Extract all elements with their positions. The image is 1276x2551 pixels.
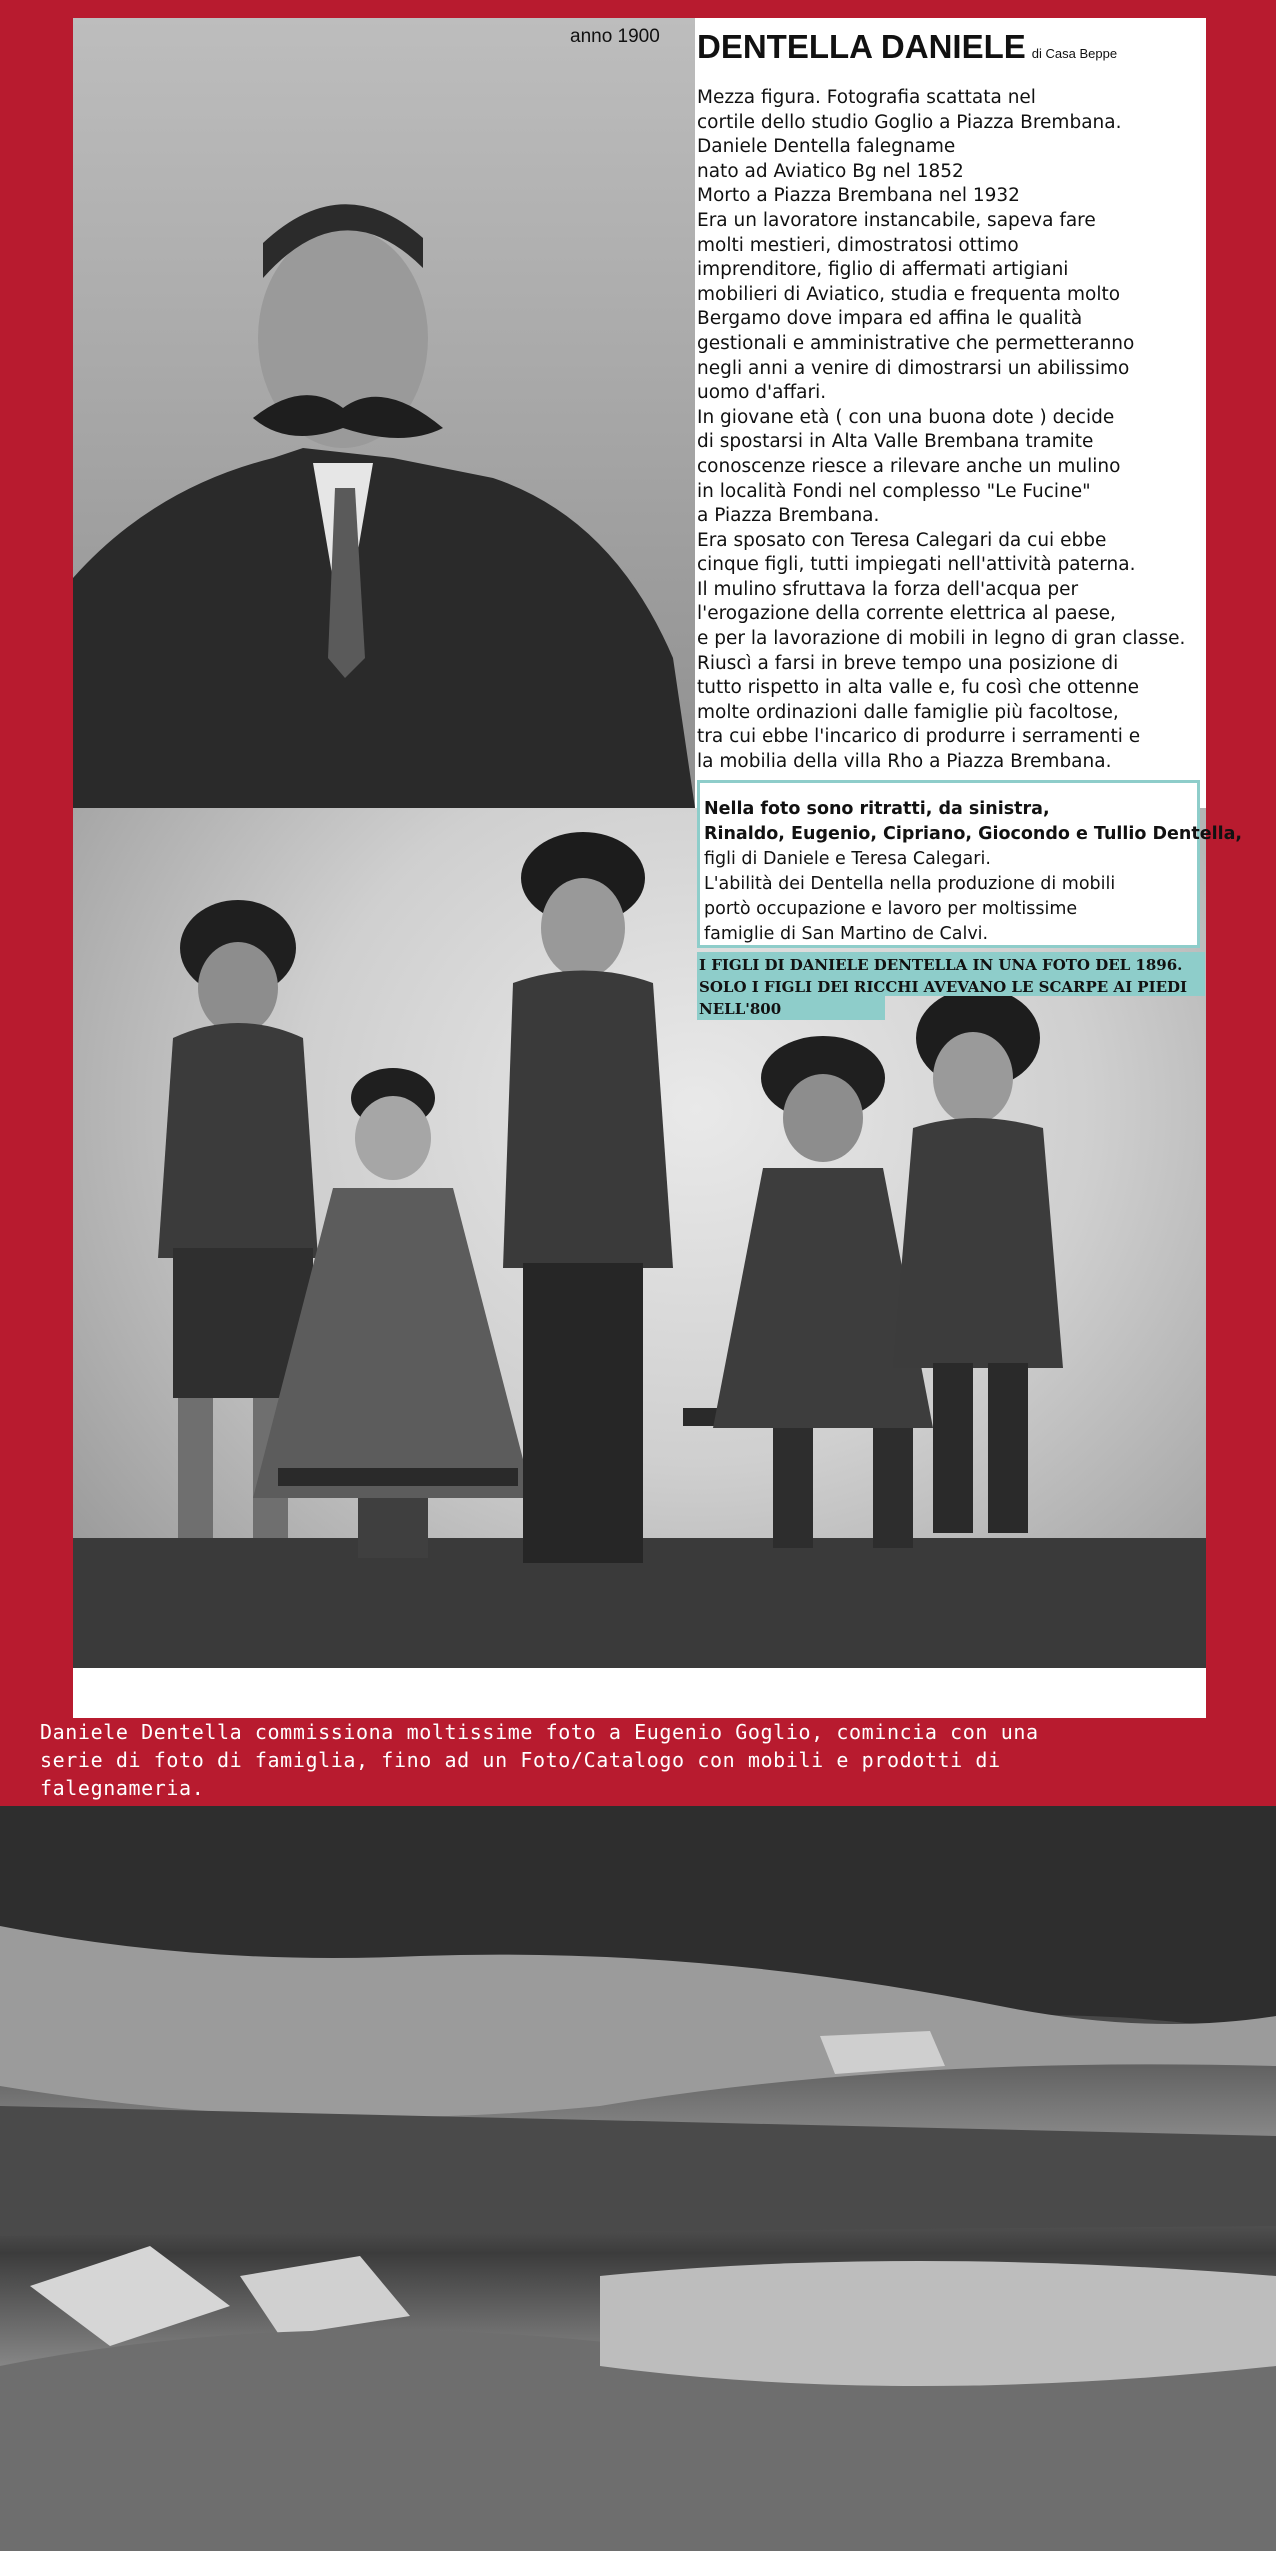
banner-line: NELL'800 bbox=[699, 1000, 782, 1018]
bio-line: nato ad Aviatico Bg nel 1852 bbox=[697, 160, 964, 182]
bio-line: Riuscì a farsi in breve tempo una posizione di bbox=[697, 652, 1119, 674]
bio-line: Mezza figura. Fotografia scattata nel bbox=[697, 87, 1036, 108]
photo-year-label: anno 1900 bbox=[570, 26, 660, 47]
bio-line: l'erogazione della corrente elettrica al paese, bbox=[697, 603, 1116, 625]
bio-line: tra cui ebbe l'incarico di produrre i serramenti e bbox=[697, 726, 1141, 748]
bio-line: conoscenze riesce a rilevare anche un mulino bbox=[697, 455, 1121, 477]
bio-line: Era sposato con Teresa Calegari da cui ebbe bbox=[697, 529, 1107, 551]
catalog-caption bbox=[40, 1718, 1260, 1802]
children-photo-banner bbox=[697, 952, 1205, 1020]
portrait-photo bbox=[73, 18, 695, 808]
bio-line: uomo d'affari. bbox=[697, 382, 827, 404]
children-caption-box bbox=[697, 780, 1243, 948]
bio-line: Era un lavoratore instancabile, sapeva fare bbox=[697, 209, 1096, 231]
title-name: DENTELLA DANIELE bbox=[697, 28, 1026, 65]
bio-line: tutto rispetto in alta valle e, fu così che ottenne bbox=[697, 677, 1140, 699]
bio-line: negli anni a venire di dimostrarsi un abilissimo bbox=[697, 357, 1130, 379]
banner-line: I FIGLI DI DANIELE DENTELLA IN UNA FOTO DEL 1896. bbox=[699, 956, 1183, 974]
bio-line: Bergamo dove impara ed affina le qualità bbox=[697, 308, 1083, 330]
bio-line: Daniele Dentella falegname bbox=[697, 136, 956, 158]
village-landscape-photo bbox=[0, 1806, 1276, 2551]
portrait-figure bbox=[73, 18, 695, 808]
catalog-caption-line: Daniele Dentella commissiona moltissime foto a Eugenio Goglio, comincia con una bbox=[40, 1720, 1039, 1744]
bio-line: cinque figli, tutti impiegati nell'attività paterna. bbox=[697, 554, 1136, 576]
bio-line: Morto a Piazza Brembana nel 1932 bbox=[697, 185, 1020, 207]
bio-line: di spostarsi in Alta Valle Brembana tramite bbox=[697, 431, 1094, 453]
caption-line: famiglie di San Martino de Calvi. bbox=[704, 924, 989, 944]
caption-line: portò occupazione e lavoro per moltissime bbox=[704, 899, 1078, 919]
bio-line: a Piazza Brembana. bbox=[697, 505, 880, 527]
bio-line: e per la lavorazione di mobili in legno di gran classe. bbox=[697, 628, 1186, 650]
page-title bbox=[697, 28, 1117, 66]
caption-line: Nella foto sono ritratti, da sinistra, bbox=[704, 799, 1050, 819]
caption-line: L'abilità dei Dentella nella produzione di mobili bbox=[704, 874, 1116, 894]
bio-line: molte ordinazioni dalle famiglie più facoltose, bbox=[697, 701, 1119, 723]
village-landscape bbox=[0, 1806, 1276, 2551]
title-subtitle: di Casa Beppe bbox=[1031, 46, 1118, 61]
bio-line: Il mulino sfruttava la forza dell'acqua per bbox=[697, 578, 1079, 600]
caption-names: Rinaldo, Eugenio, Cipriano, Giocondo e Tullio Dentella, bbox=[704, 824, 1243, 844]
bio-line: mobilieri di Aviatico, studia e frequenta molto bbox=[697, 283, 1121, 305]
catalog-caption-line: serie di foto di famiglia, fino ad un Foto/Catalogo con mobili e prodotti di bbox=[40, 1748, 1001, 1772]
bio-line: cortile dello studio Goglio a Piazza Brembana. bbox=[697, 111, 1122, 133]
banner-line: SOLO I FIGLI DEI RICCHI AVEVANO LE SCARPE AI PIEDI bbox=[699, 978, 1188, 996]
bio-line: la mobilia della villa Rho a Piazza Brembana. bbox=[697, 751, 1112, 773]
catalog-caption-line: falegnameria. bbox=[40, 1776, 205, 1800]
bio-line: imprenditore, figlio di affermati artigiani bbox=[697, 259, 1069, 281]
caption-line: figli di Daniele e Teresa Calegari. bbox=[704, 849, 991, 869]
biography-text bbox=[697, 86, 1207, 775]
bio-line: in località Fondi nel complesso "Le Fucine" bbox=[697, 480, 1091, 502]
bio-line: molti mestieri, dimostratosi ottimo bbox=[697, 234, 1019, 256]
bio-line: In giovane età ( con una buona dote ) decide bbox=[697, 406, 1115, 428]
bio-line: gestionali e amministrative che permetteranno bbox=[697, 332, 1135, 354]
